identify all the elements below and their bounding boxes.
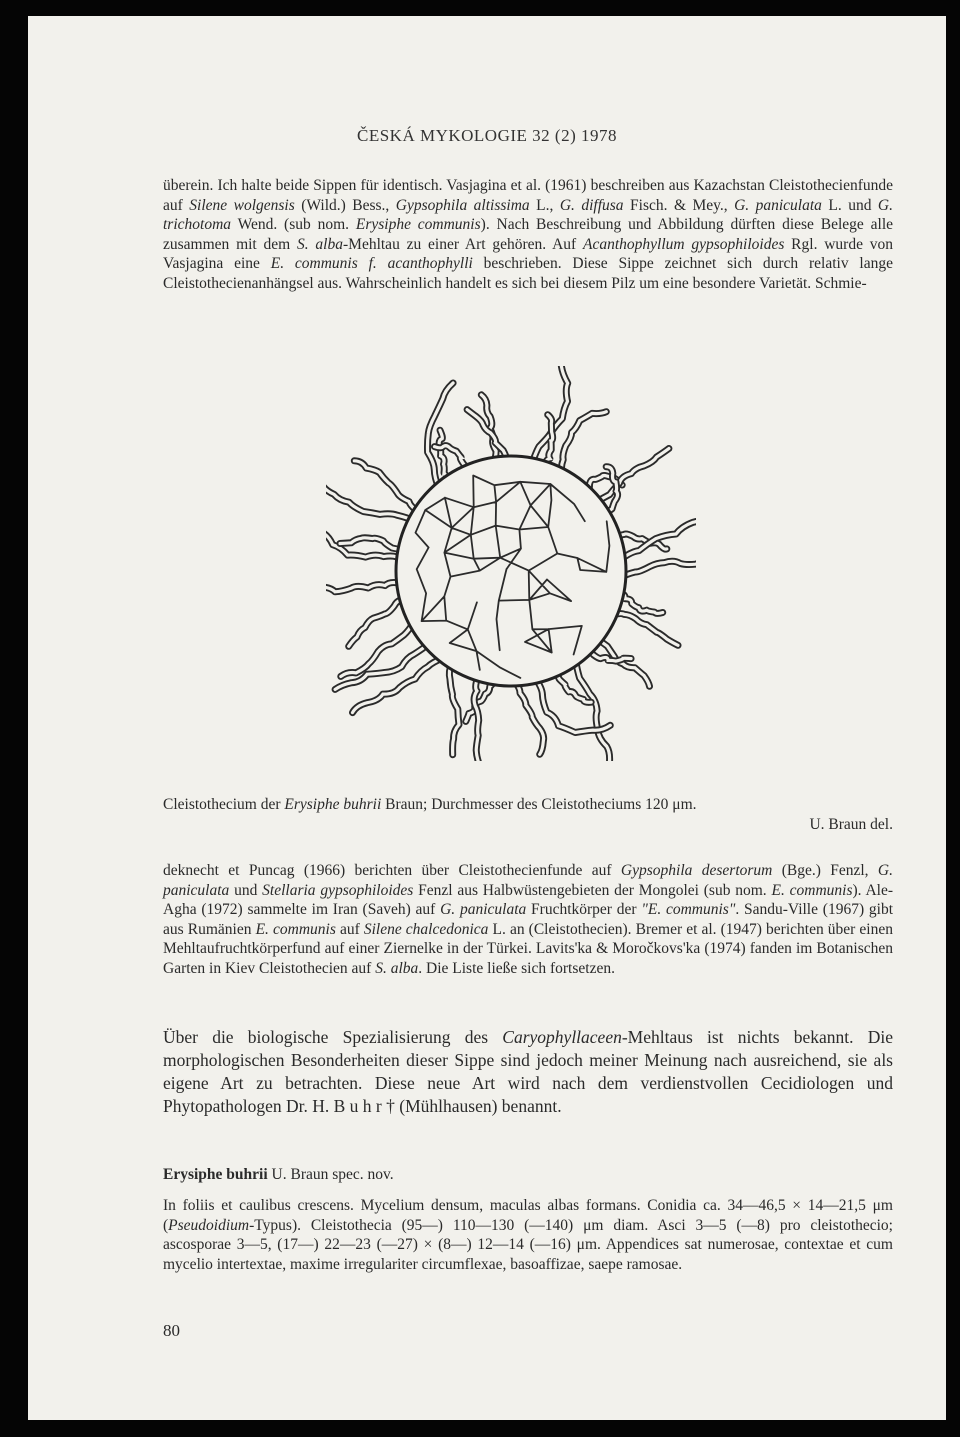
appendage-hypha-core: [612, 614, 678, 646]
paragraph-1: überein. Ich halte beide Sippen für identisch. Vasjagina et al. (1961) beschreiben aus Kazachstan Cleistothecienfunde auf Silene wolgensis (Wild.) Bess., Gypsophila altissima L., G. diffusa Fisch. & Mey., G. paniculata L. und G. trichotoma Wend. (sub nom. Erysiphe communis). Nach Beschreibung und Abbildung dürften diese Belege alle zusammen mit dem S. alba-Mehltau zu einer Art gehören. Auf Acanthophyllum gypsophiloides Rgl. wurde von Vasjagina eine E. communis f. acanthophylli beschrieben. Diese Sippe zeichnet sich durch relativ lange Cleistothecienanhängsel aus. Wahrscheinlich handelt es sich bei diesem Pilz um eine besondere Varietät. Schmie-: [163, 177, 894, 292]
illustrator-credit: U. Braun del.: [809, 816, 893, 833]
figure-caption: [163, 796, 893, 834]
cleistothecium-illustration: [326, 366, 696, 761]
appendage-hypha-core: [597, 639, 649, 686]
species-heading: Erysiphe buhrii U. Braun spec. nov.: [163, 1166, 394, 1183]
page-number: 80: [163, 1321, 180, 1340]
running-header: ČESKÁ MYKOLOGIE 32 (2) 1978: [357, 126, 617, 145]
paragraph-2: deknecht et Puncag (1966) berichten über Cleistothecienfunde auf Gypsophila desertorum (Bge.) Fenzl, G. paniculata und Stellaria gypsophiloides Fenzl aus Halbwüstengebieten der Mongolei (sub nom. E. communis). Ale-Agha (1972) sammelte im Iran (Saveh) auf G. paniculata Fruchtkörper der "E. communis". Sandu-Ville (1967) gibt aus Rumänien E. communis auf Silene chalcedonica L. an (Cleistothecien). Bremer et al. (1947) berichten über einen Mehltaufruchtkörperfund auf einer Ziernelke in der Türkei. Lavits'ka & Moročkovs'ka (1974) fanden im Botanischen Garten in Kiev Cleistothecien auf S. alba. Die Liste ließe sich fortsetzen.: [163, 862, 893, 977]
paragraph-4-latin-diagnosis: In foliis et caulibus crescens. Mycelium densum, maculas albas formans. Conidia ca. 34—46,5 × 14—21,5 μm (Pseudoidium-Typus). Cleistothecia (95—) 110—130 (—140) μm diam. Asci 3—5 (—8) pro cleistothecio; ascosporae 3—5, (17—) 22—23 (—27) × (8—) 12—14 (—16) μm. Appendices sat numerosae, contextae et cum mycelio intertextae, maxime irregulariter circumflexae, basoaffizae, saepe ramosae.: [163, 1197, 893, 1273]
caption-text: Cleistothecium der Erysiphe buhrii Braun; Durchmesser des Cleistotheciums 120 μm.: [163, 796, 697, 813]
paragraph-3: Über die biologische Spezialisierung des Caryophyllaceen-Mehltaus ist nichts bekannt. Die morphologischen Besonderheiten dieser Sippe sind jedoch meiner Meinung nach ausreichend, sie als eigene Art zu betrachten. Diese neue Art wird nach dem verdienstvollen Cecidiologen und Phytopathologen Dr. H. B u h r † (Mühlhausen) benannt.: [163, 1027, 893, 1116]
journal-page: [28, 16, 946, 1420]
